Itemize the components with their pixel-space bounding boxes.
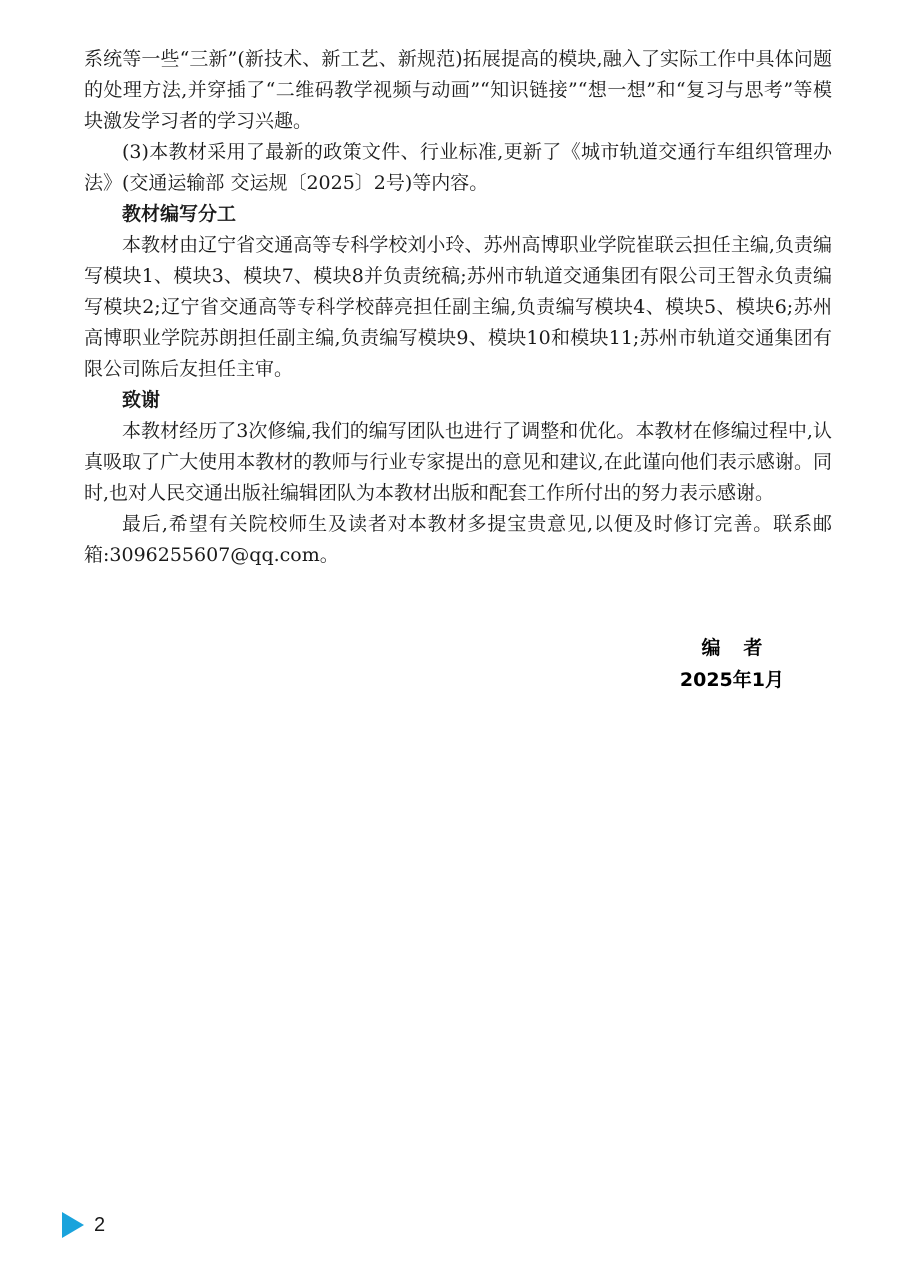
- heading-writing-division: 教材编写分工: [122, 203, 237, 225]
- heading-acknowledgements: 致谢: [122, 389, 161, 411]
- signature-author: 编者: [701, 637, 786, 659]
- preface-body: [84, 44, 832, 571]
- triangle-right-icon: [62, 1212, 84, 1238]
- paragraph-acknowledgements: 本教材经历了3次修编,我们的编写团队也进行了调整和优化。本教材在修编过程中,认真吸取了广大使用本教材的教师与行业专家提出的意见和建议,在此谨向他们表示感谢。同时,也对人民交通出版社编辑团队为本教材出版和配套工作所付出的努力表示感谢。: [84, 420, 832, 504]
- page-number: 2: [94, 1213, 106, 1236]
- paragraph-writing-division: 本教材由辽宁省交通高等专科学校刘小玲、苏州高博职业学院崔联云担任主编,负责编写模块1、模块3、模块7、模块8并负责统稿;苏州市轨道交通集团有限公司王智永负责编写模块2;辽宁省交通高等专科学校薛亮担任副主编,负责编写模块4、模块5、模块6;苏州高博职业学院苏朗担任副主编,负责编写模块9、模块10和模块11;苏州市轨道交通集团有限公司陈后友担任主审。: [84, 234, 832, 380]
- page-footer: [62, 1210, 105, 1240]
- paragraph-closing: 最后,希望有关院校师生及读者对本教材多提宝贵意见,以便及时修订完善。联系邮箱:3096255607@qq.com。: [84, 513, 832, 566]
- paragraph-item-3: (3)本教材采用了最新的政策文件、行业标准,更新了《城市轨道交通行车组织管理办法》(交通运输部 交运规〔2025〕2号)等内容。: [84, 141, 832, 194]
- signature-date: 2025年1月: [679, 669, 784, 691]
- paragraph-continued: 系统等一些“三新”(新技术、新工艺、新规范)拓展提高的模块,融入了实际工作中具体问题的处理方法,并穿插了“二维码教学视频与动画”“知识链接”“想一想”和“复习与思考”等模块激发学习者的学习兴趣。: [84, 48, 832, 132]
- signature-block: [680, 632, 784, 696]
